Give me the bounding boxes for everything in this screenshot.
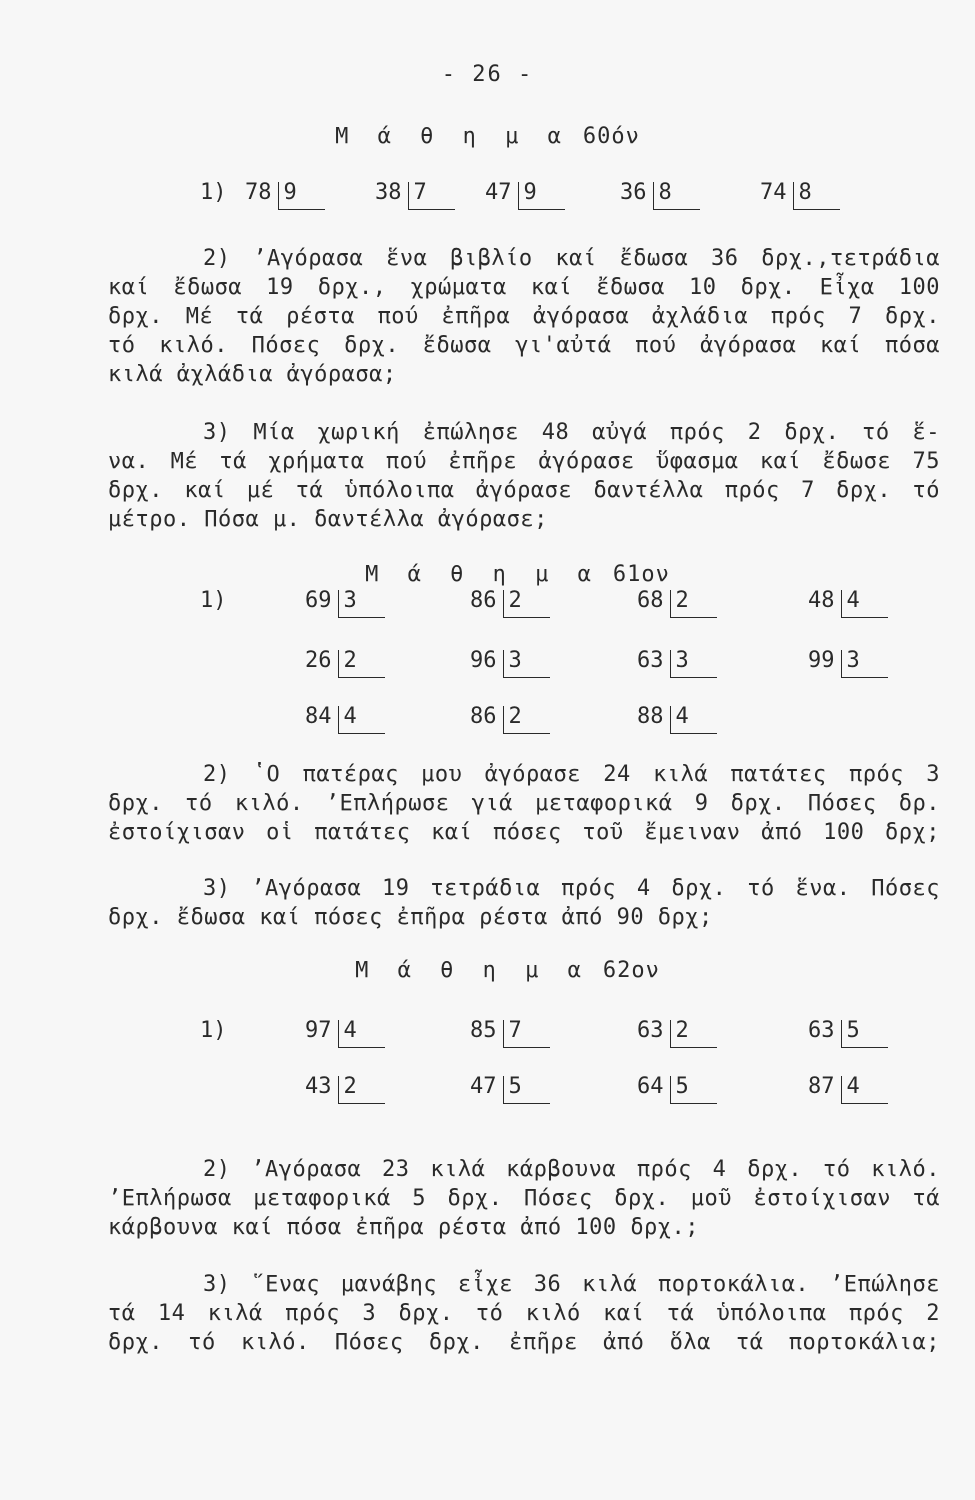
division-problem: 36 8 <box>620 180 688 206</box>
division-problem: 88 4 <box>637 704 705 730</box>
lesson-title: Μ ά θ η μ α <box>335 124 569 149</box>
division-problem: 96 3 <box>470 648 538 674</box>
division-problem: 86 2 <box>470 588 538 614</box>
division-problem: 84 4 <box>305 704 373 730</box>
lesson-62-heading <box>0 958 975 983</box>
division-problem: 69 3 <box>305 588 373 614</box>
lesson-title: Μ ά θ η μ α <box>365 562 599 587</box>
division-problem: 47 9 <box>485 180 553 206</box>
division-problem: 68 2 <box>637 588 705 614</box>
division-problem: 97 4 <box>305 1018 373 1044</box>
division-problem: 87 4 <box>808 1074 876 1100</box>
exercise-1-label: 1) <box>200 180 227 205</box>
division-problem: 63 5 <box>808 1018 876 1044</box>
division-problem: 48 4 <box>808 588 876 614</box>
lesson-61-heading <box>0 562 975 587</box>
division-problem: 38 7 <box>375 180 443 206</box>
division-problem: 26 2 <box>305 648 373 674</box>
exercise-2-text: 2) ʼΑγόρασα ἕνα βιβλίο καί ἔδωσα 36 δρχ.,τετράδια καί ἔδωσα 19 δρχ., χρώματα καί ἔδωσα 10 δρχ. Εἶχα 100 δρχ. Μέ τά ρέστα πού ἐπῆρα ἀγόρασα ἀχλάδια πρός 7 δρχ. τό κιλό. Πόσες δρχ. ἔδωσα γι'αὐτά πού ἀγόρασα καί πόσα κιλά ἀχλάδια ἀγόρασα; <box>108 246 940 387</box>
division-problem: 78 9 <box>245 180 313 206</box>
exercise-3-text: 3) Μία χωρική ἐπώλησε 48 αὐγά πρός 2 δρχ. τό ἕ- να. Μέ τά χρήματα πού ἐπῆρε ἀγόρασε ὕφασμα καί ἔδωσε 75 δρχ. καί μέ τά ὑπόλοιπα ἀγόρασε δαντέλλα πρός 7 δρχ. τό μέτρο. Πόσα μ. δαντέλλα ἀγόρασε; <box>108 420 940 532</box>
division-problem: 85 7 <box>470 1018 538 1044</box>
division-problem: 64 5 <box>637 1074 705 1100</box>
exercise-2-text: 2) ʽΟ πατέρας μου ἀγόρασε 24 κιλά πατάτες πρός 3 δρχ. τό κιλό. ʼΕπλήρωσε γιά μεταφορικά 9 δρχ. Πόσες δρ. ἐστοίχισαν οἱ πατάτες καί πόσες τοῦ ἔμειναν ἀπό 100 δρχ; <box>108 762 940 845</box>
lesson-number: 62ον <box>602 958 660 983</box>
division-problem: 86 2 <box>470 704 538 730</box>
exercise-2-text: 2) ʼΑγόρασα 23 κιλά κάρβουνα πρός 4 δρχ. τό κιλό. ʼΕπλήρωσα μεταφορικά 5 δρχ. Πόσες δρχ. μοῦ ἐστοίχισαν τά κάρβουνα καί πόσα ἐπῆρα ρέστα ἀπό 100 δρχ.; <box>108 1157 940 1240</box>
division-problem: 63 2 <box>637 1018 705 1044</box>
division-problem: 63 3 <box>637 648 705 674</box>
division-problem: 99 3 <box>808 648 876 674</box>
division-problem: 47 5 <box>470 1074 538 1100</box>
lesson-title: Μ ά θ η μ α <box>355 958 589 983</box>
division-problem: 43 2 <box>305 1074 373 1100</box>
lesson-number: 60όν <box>582 124 640 149</box>
exercise-1-label: 1) <box>200 1018 227 1043</box>
exercise-3-text: 3) ῞Ενας μανάβης εἶχε 36 κιλά πορτοκάλια. ʼΕπώλησε τά 14 κιλά πρός 3 δρχ. τό κιλό καί τά ὑπόλοιπα πρός 2 δρχ. τό κιλό. Πόσες δρχ. ἐπῆρε ἀπό ὅλα τά πορτοκάλια; <box>108 1272 940 1355</box>
page-number: - 26 - <box>441 62 534 87</box>
lesson-60-heading <box>0 124 975 149</box>
exercise-1-label: 1) <box>200 588 227 613</box>
lesson-number: 61ον <box>612 562 670 587</box>
division-problem: 74 8 <box>760 180 828 206</box>
exercise-3-text: 3) ʼΑγόρασα 19 τετράδια πρός 4 δρχ. τό ἕνα. Πόσες δρχ. ἔδωσα καί πόσες ἐπῆρα ρέστα ἀπό 90 δρχ; <box>108 876 940 930</box>
